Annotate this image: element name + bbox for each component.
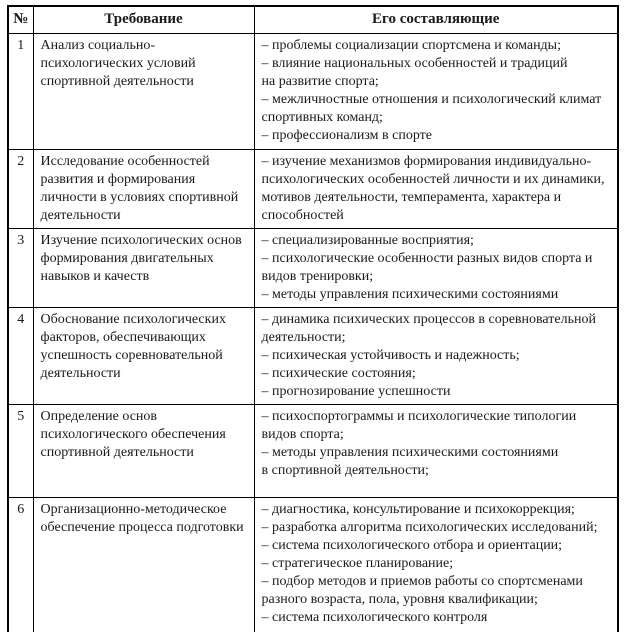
row-number: 6 [8, 497, 33, 632]
header-row [8, 6, 618, 33]
row-components [254, 228, 618, 307]
table-row [8, 149, 618, 228]
row-number: 1 [8, 33, 33, 149]
component-item: – динамика психических процессов в соревновательной деятельности; [261, 311, 596, 345]
table-row [8, 307, 618, 404]
component-item: – методы управления психическими состояниями в спортивной деятельности; [261, 444, 559, 478]
component-item: – психоспортограммы и психологические типологии видов спорта; [261, 408, 577, 442]
row-requirement: Обоснование психологических факторов, обеспечивающих успешность соревновательной деятельности [33, 307, 254, 404]
header-components: Его составляющие [254, 6, 618, 33]
row-components [254, 33, 618, 149]
header-requirement: Требование [33, 6, 254, 33]
row-components [254, 307, 618, 404]
component-item: – разработка алгоритма психологических исследований; [261, 519, 598, 535]
component-item: – влияние национальных особенностей и традиций на развитие спорта; [261, 55, 568, 89]
table-row [8, 33, 618, 149]
component-item: – профессионализм в спорте [261, 127, 433, 143]
row-components [254, 149, 618, 228]
component-item: – методы управления психическими состояниями [261, 286, 559, 302]
row-requirement: Анализ социально-психологических условий спортивной деятельности [33, 33, 254, 149]
row-number: 3 [8, 228, 33, 307]
table-body [8, 33, 618, 632]
row-requirement: Организационно-методическое обеспечение процесса подготовки [33, 497, 254, 632]
component-item: – психическая устойчивость и надежность; [261, 347, 520, 363]
component-item: – психологические особенности разных видов спорта и видов тренировки; [261, 250, 593, 284]
component-item: – диагностика, консультирование и психокоррекция; [261, 501, 575, 517]
row-components [254, 497, 618, 632]
row-requirement: Определение основ психологического обеспечения спортивной деятельности [33, 404, 254, 497]
row-components [254, 404, 618, 497]
requirements-table [7, 5, 619, 632]
component-item: – межличностные отношения и психологический климат спортивных команд; [261, 91, 602, 125]
row-requirement: Исследование особенностей развития и формирования личности в условиях спортивной деятельности [33, 149, 254, 228]
component-item: – изучение механизмов формирования индивидуально-психологических особенностей личности и их динамики, мотивов деятельности, темперамента, характера и способностей [261, 153, 605, 223]
component-item: – прогнозирование успешности [261, 383, 451, 399]
row-number: 2 [8, 149, 33, 228]
component-item: – психические состояния; [261, 365, 416, 381]
component-item: – специализированные восприятия; [261, 232, 474, 248]
component-item: – подбор методов и приемов работы со спортсменами разного возраста, пола, уровня квалификации; [261, 573, 583, 607]
table-row [8, 228, 618, 307]
component-item: – стратегическое планирование; [261, 555, 454, 571]
component-item: – проблемы социализации спортсмена и команды; [261, 37, 561, 53]
table-row [8, 497, 618, 632]
row-requirement: Изучение психологических основ формирования двигательных навыков и качеств [33, 228, 254, 307]
row-number: 5 [8, 404, 33, 497]
header-number: № [8, 6, 33, 33]
row-number: 4 [8, 307, 33, 404]
component-item: – система психологического контроля [261, 609, 488, 625]
component-item: – система психологического отбора и ориентации; [261, 537, 563, 553]
table-row [8, 404, 618, 497]
